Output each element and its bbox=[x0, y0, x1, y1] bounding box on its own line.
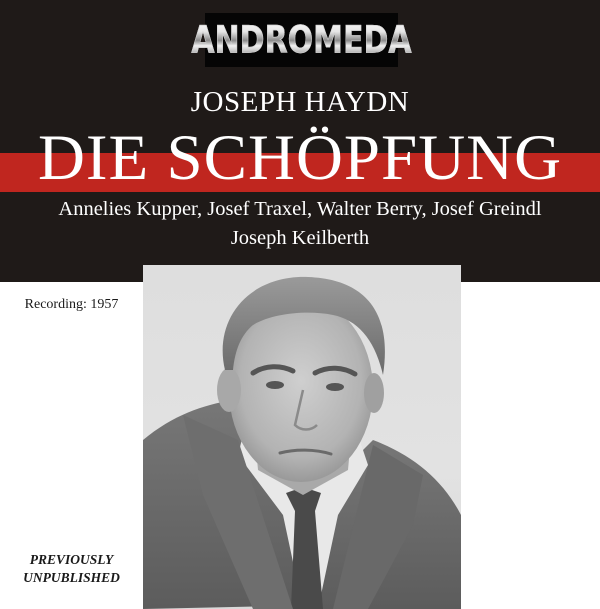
conductor-name: Joseph Keilberth bbox=[230, 227, 370, 249]
note-line-2: UNPUBLISHED bbox=[23, 570, 120, 585]
work-title: DIE SCHÖPFUNG bbox=[37, 122, 563, 194]
label-logo-text: ANDROMEDA bbox=[191, 18, 412, 62]
label-logo bbox=[191, 13, 412, 67]
soloists-list: Annelies Kupper, Josef Traxel, Walter Berry, Josef Greindl bbox=[58, 198, 542, 220]
previously-unpublished-note bbox=[0, 551, 143, 587]
note-line-1: PREVIOUSLY bbox=[29, 552, 114, 567]
portrait-illustration bbox=[143, 265, 461, 609]
portrait-photo bbox=[143, 265, 461, 609]
recording-year: Recording: 1957 bbox=[24, 297, 119, 312]
composer-name: JOSEPH HAYDN bbox=[190, 86, 410, 118]
